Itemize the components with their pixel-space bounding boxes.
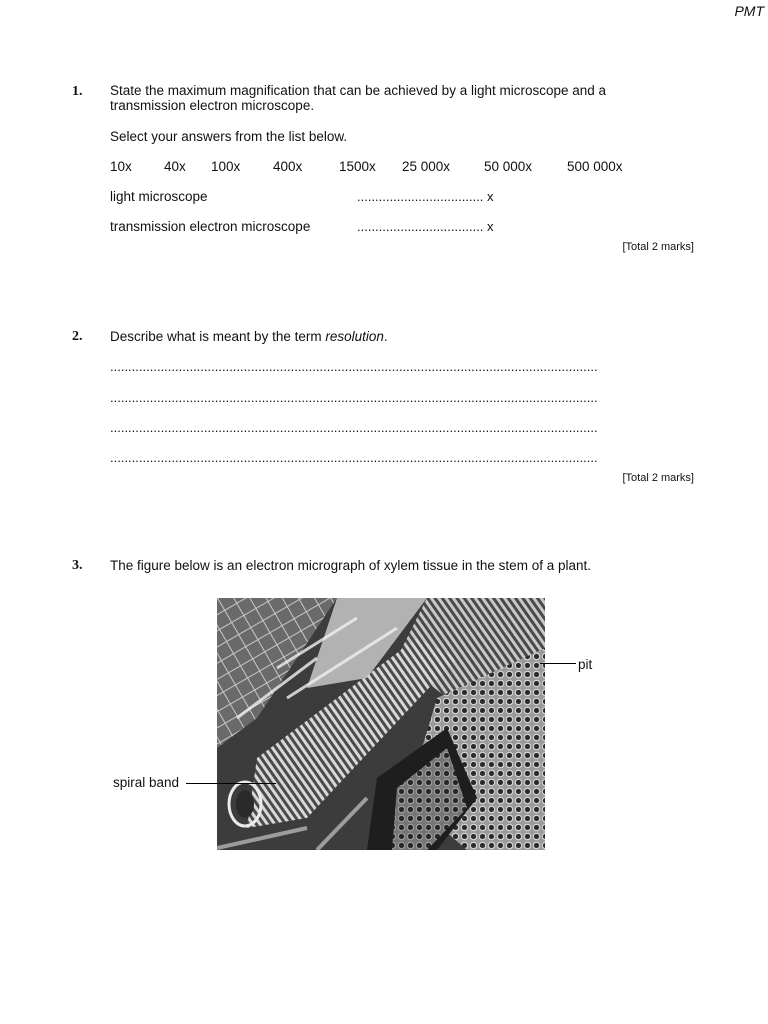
answer-line[interactable]: ....................................................................................................................................... bbox=[110, 420, 598, 435]
prompt-end: . bbox=[383, 329, 388, 344]
question-2-marks: [Total 2 marks] bbox=[622, 472, 694, 484]
answer-label-tem: transmission electron microscope bbox=[110, 219, 311, 234]
prompt-term: resolution bbox=[325, 329, 384, 344]
header-tag: PMT bbox=[734, 3, 764, 19]
option: 10x bbox=[110, 159, 132, 174]
answer-line[interactable]: ....................................................................................................................................... bbox=[110, 450, 598, 465]
question-3-prompt: The figure below is an electron micrograph of xylem tissue in the stem of a plant. bbox=[110, 558, 591, 573]
answer-dots: ................................... bbox=[357, 219, 484, 234]
answer-unit: x bbox=[487, 219, 494, 234]
question-3-number: 3. bbox=[72, 558, 83, 573]
option: 25 000x bbox=[402, 159, 451, 174]
figure-label-spiral-band: spiral band bbox=[113, 775, 180, 790]
answer-line[interactable]: ....................................................................................................................................... bbox=[110, 359, 598, 374]
spiral-band-leader-line bbox=[186, 783, 276, 784]
answer-dots: ................................... bbox=[357, 189, 484, 204]
question-1-instruction: Select your answers from the list below. bbox=[110, 129, 348, 144]
question-2-number: 2. bbox=[72, 329, 83, 344]
option: 50 000x bbox=[484, 159, 533, 174]
option: 40x bbox=[164, 159, 186, 174]
xylem-micrograph bbox=[217, 598, 545, 850]
answer-line[interactable]: ....................................................................................................................................... bbox=[110, 390, 598, 405]
option: 100x bbox=[211, 159, 241, 174]
option: 500 000x bbox=[567, 159, 623, 174]
option: 400x bbox=[273, 159, 303, 174]
question-1-marks: [Total 2 marks] bbox=[622, 241, 694, 253]
question-1-prompt-line-2: transmission electron microscope. bbox=[110, 98, 315, 113]
answer-blank-light-microscope[interactable] bbox=[357, 189, 494, 204]
figure-label-pit: pit bbox=[578, 657, 593, 672]
answer-blank-tem[interactable] bbox=[357, 219, 494, 234]
pit-leader-line bbox=[540, 663, 576, 664]
question-1-prompt-line-1: State the maximum magnification that can be achieved by a light microscope and a bbox=[110, 83, 607, 98]
question-1-number: 1. bbox=[72, 84, 83, 99]
answer-label-light-microscope: light microscope bbox=[110, 189, 208, 204]
option: 1500x bbox=[339, 159, 376, 174]
question-2-prompt bbox=[110, 329, 388, 344]
answer-unit: x bbox=[487, 189, 494, 204]
prompt-text: Describe what is meant by the term bbox=[110, 329, 326, 344]
